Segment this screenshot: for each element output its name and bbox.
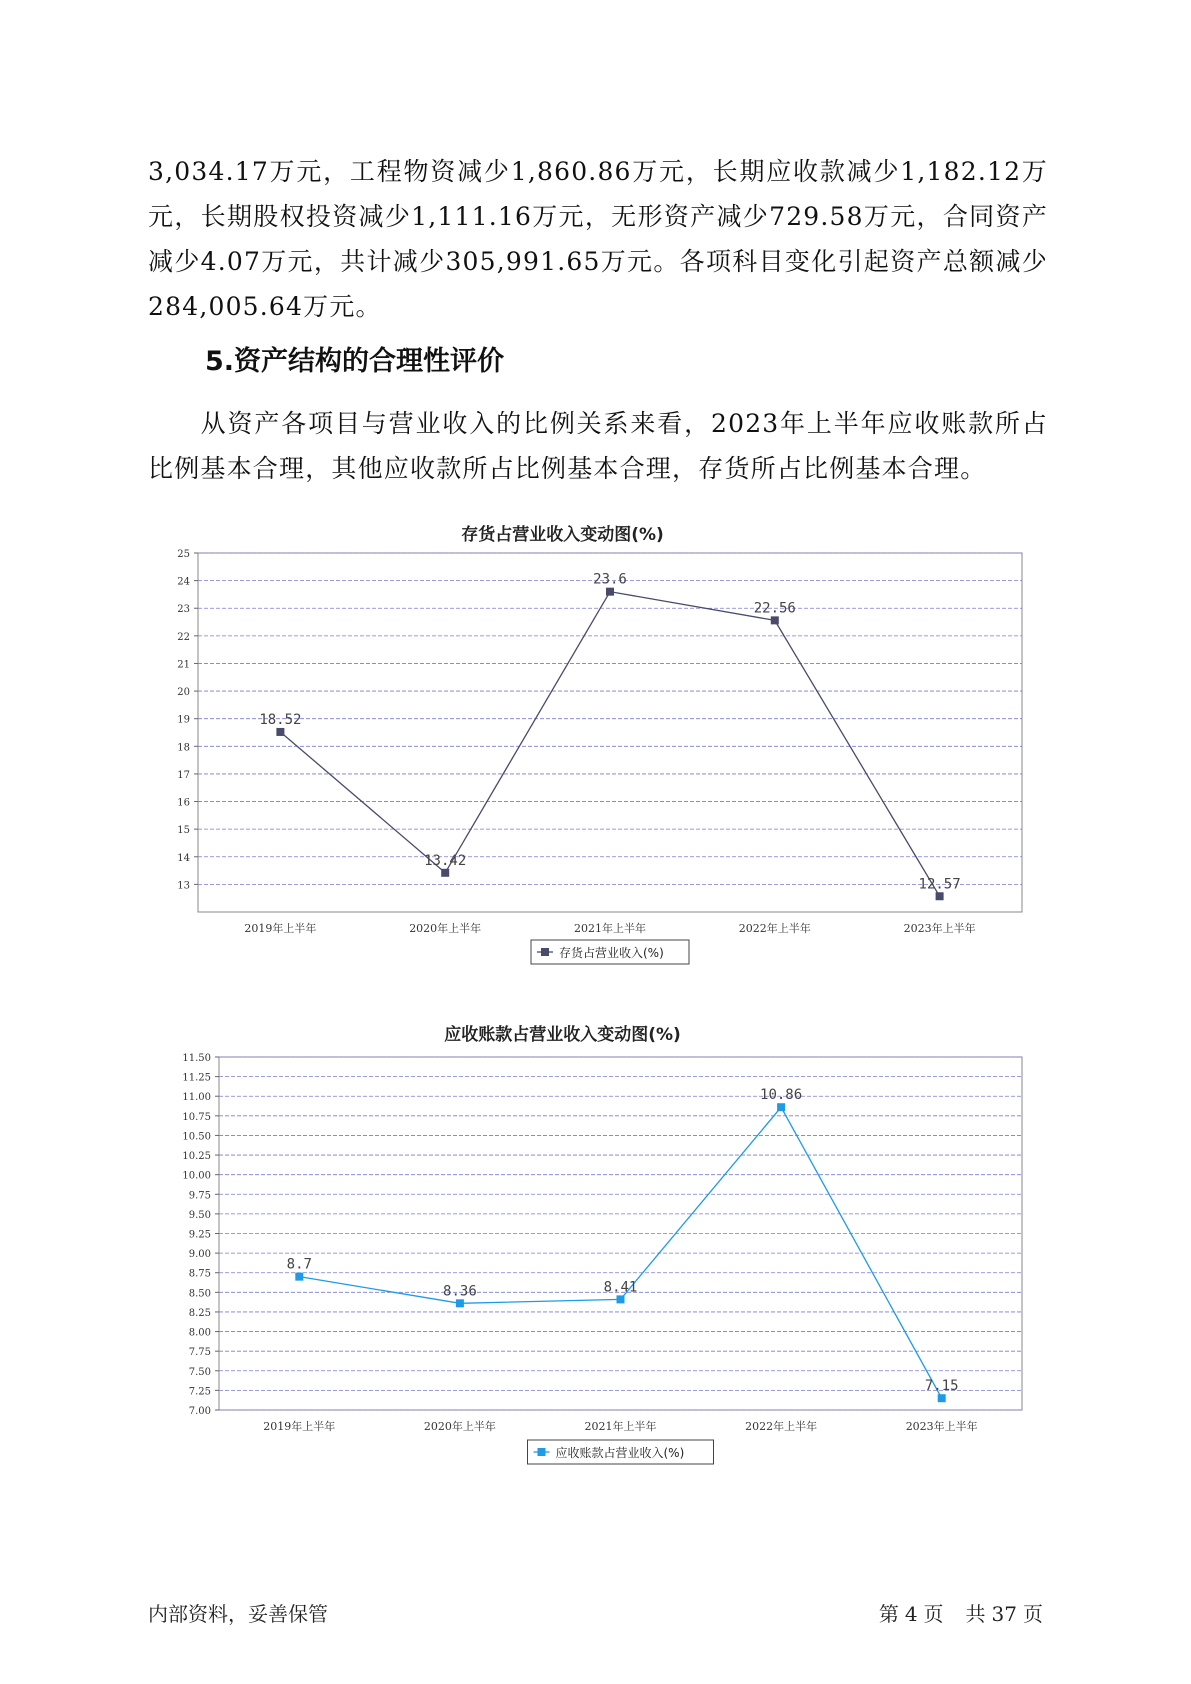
y-tick-label: 7.50 xyxy=(188,1366,211,1378)
y-tick-label: 9.00 xyxy=(188,1249,211,1261)
footer-total-unit: 页 xyxy=(1023,1602,1043,1626)
y-tick-label: 22 xyxy=(177,631,190,643)
y-tick-label: 11.50 xyxy=(182,1053,211,1064)
x-tick-label: 2023年上半年 xyxy=(905,1420,978,1433)
data-label: 12.57 xyxy=(918,876,961,893)
data-label: 8.36 xyxy=(443,1283,477,1300)
inventory-ratio-chart xyxy=(0,540,1191,960)
paragraph-asset-changes: 3,034.17万元，工程物资减少1,860.86万元，长期应收款减少1,182.12万元，长期股权投资减少1,111.16万元，无形资产减少729.58万元，合同资产减少4.07万元，共计减少305,991.65万元。各项科目变化引起资产总额减少284,005.64万元。 xyxy=(148,157,1048,321)
y-tick-label: 8.75 xyxy=(188,1268,211,1280)
data-label: 8.41 xyxy=(603,1279,638,1296)
chart-title-receivables: 应收账款占营业收入变动图(%) xyxy=(444,1025,681,1045)
data-point xyxy=(441,869,449,877)
y-tick-label: 8.00 xyxy=(188,1327,211,1339)
data-label: 7.15 xyxy=(924,1378,959,1395)
y-tick-label: 15 xyxy=(177,825,190,837)
y-tick-label: 8.25 xyxy=(188,1307,211,1319)
y-tick-label: 13 xyxy=(177,880,190,892)
data-label: 10.86 xyxy=(760,1087,803,1104)
data-label: 8.7 xyxy=(286,1256,312,1273)
legend-marker xyxy=(541,948,549,956)
data-point xyxy=(276,728,284,736)
y-tick-label: 14 xyxy=(177,852,190,864)
y-tick-label: 9.75 xyxy=(188,1190,211,1202)
section-heading: 5.资产结构的合理性评价 xyxy=(205,346,505,377)
y-tick-label: 18 xyxy=(177,742,190,754)
footer-total-pages: 37 xyxy=(991,1602,1017,1626)
x-tick-label: 2020年上半年 xyxy=(409,922,482,935)
footer-page-prefix: 第 xyxy=(878,1602,899,1626)
y-tick-label: 11.25 xyxy=(182,1072,211,1084)
y-tick-label: 9.25 xyxy=(188,1229,211,1241)
footer-page-unit: 页 xyxy=(923,1602,944,1626)
data-label: 13.42 xyxy=(424,852,467,869)
x-tick-label: 2019年上半年 xyxy=(263,1420,336,1433)
data-point xyxy=(938,1394,946,1402)
y-tick-label: 7.00 xyxy=(188,1406,211,1417)
data-point xyxy=(456,1299,464,1307)
data-point xyxy=(606,588,614,596)
plot-area xyxy=(198,553,1022,912)
y-tick-label: 19 xyxy=(177,714,190,726)
paragraph-evaluation xyxy=(148,401,1048,491)
legend-label: 存货占营业收入(%) xyxy=(559,946,664,960)
x-tick-label: 2022年上半年 xyxy=(738,922,811,935)
data-label: 18.52 xyxy=(259,711,302,728)
data-point xyxy=(936,892,944,900)
x-tick-label: 2021年上半年 xyxy=(584,1420,657,1433)
y-tick-label: 20 xyxy=(177,687,190,699)
y-tick-label: 8.50 xyxy=(188,1288,211,1300)
data-label: 22.56 xyxy=(753,600,796,617)
data-label: 23.6 xyxy=(593,571,627,588)
y-tick-label: 10.50 xyxy=(182,1131,211,1143)
x-tick-label: 2022年上半年 xyxy=(745,1420,818,1433)
y-tick-label: 7.75 xyxy=(188,1347,211,1359)
chart-title-inventory: 存货占营业收入变动图(%) xyxy=(461,525,664,545)
data-point xyxy=(777,1103,785,1111)
x-tick-label: 2021年上半年 xyxy=(574,922,646,935)
data-point xyxy=(295,1273,303,1281)
legend-marker xyxy=(538,1448,546,1456)
data-point xyxy=(771,616,779,624)
y-tick-label: 11.00 xyxy=(182,1092,211,1104)
y-tick-label: 7.25 xyxy=(188,1386,211,1398)
footer-page-number: 4 xyxy=(904,1602,918,1626)
x-tick-label: 2019年上半年 xyxy=(244,922,317,935)
y-tick-label: 16 xyxy=(177,797,190,809)
y-tick-label: 23 xyxy=(177,604,190,616)
y-tick-label: 17 xyxy=(177,769,190,781)
footer-confidential-note: 内部资料，妥善保管 xyxy=(148,1602,328,1626)
footer-page-info xyxy=(873,1598,1043,1627)
legend-label: 应收账款占营业收入(%) xyxy=(555,1446,685,1460)
receivables-ratio-chart xyxy=(0,1040,1191,1480)
y-tick-label: 21 xyxy=(177,659,190,671)
y-tick-label: 25 xyxy=(177,549,190,560)
x-tick-label: 2020年上半年 xyxy=(423,1420,496,1433)
y-tick-label: 9.50 xyxy=(188,1209,211,1221)
paragraph-evaluation-text: 从资产各项目与营业收入的比例关系来看，2023年上半年应收账款所占比例基本合理，其他应收款所占比例基本合理，存货所占比例基本合理。 xyxy=(148,409,1048,483)
y-tick-label: 10.00 xyxy=(182,1170,211,1182)
y-tick-label: 10.25 xyxy=(182,1151,211,1163)
data-point xyxy=(617,1295,625,1303)
footer-total-prefix: 共 xyxy=(965,1602,986,1626)
x-tick-label: 2023年上半年 xyxy=(903,922,976,935)
y-tick-label: 24 xyxy=(177,576,190,588)
y-tick-label: 10.75 xyxy=(182,1111,211,1123)
